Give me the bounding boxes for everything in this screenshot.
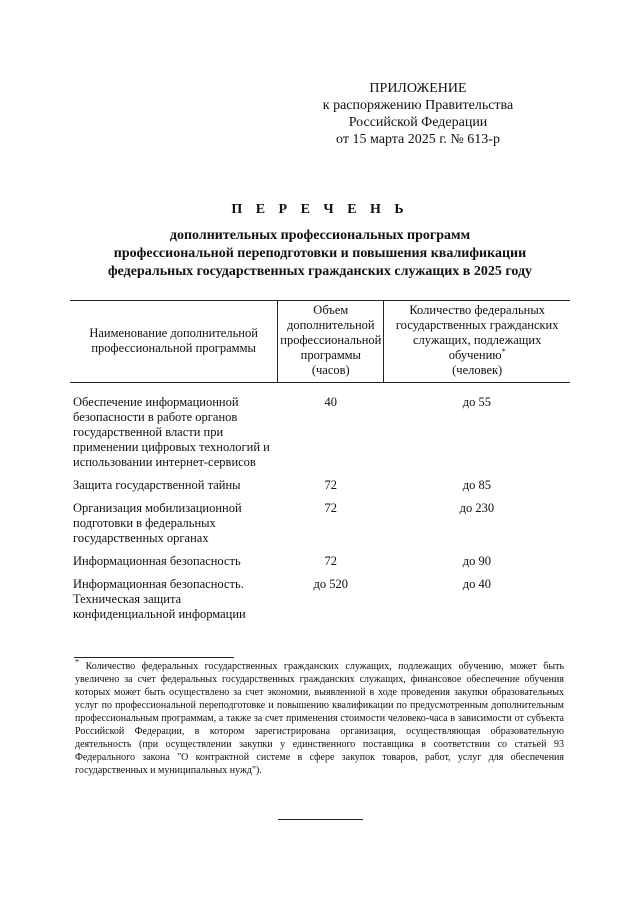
table-row xyxy=(70,577,570,630)
table-row xyxy=(70,554,570,577)
heading-line-3: федеральных государственных гражданских служащих в 2025 году xyxy=(107,264,533,279)
table-row xyxy=(70,478,570,501)
document-title: П Е Р Е Ч Е Н Ь xyxy=(231,202,409,217)
footnote-text: Количество федеральных государственных гражданских служащих, подлежащих обучению, может быть увеличено за счет федеральных государственных гражданских служащих, финансовое обеспечение обучения которых может быть осуществлено за счет экономии, выявленной в ходе проведения закупки образовательных услуг по профессиональной переподготовке и повышению квалификации по предусмотренным дополнительным профессиональным программам, а также за счет применения стоимости человеко-часа в зависимости от субъекта Российской Федерации, в котором зарегистрирована организация, осуществляющая образовательную деятельность (при осуществлении закупки у единственного поставщика в соответствии со статьей 93 Федерального закона "О контрактной системе в сфере закупок товаров, работ, услуг для обеспечения государственных и муниципальных нужд"). xyxy=(75,661,565,776)
header-program-volume: Объем дополнительной профессиональной программы (часов) xyxy=(278,301,384,383)
end-line xyxy=(278,819,363,820)
program-name: Обеспечение информационной безопасности в работе органов государственной власти при применении цифровых технологий и использовании интернет-сервисов xyxy=(73,395,270,469)
table-row xyxy=(70,383,570,479)
program-volume: 40 xyxy=(324,395,338,409)
header-trainee-count xyxy=(384,301,570,383)
header-trainee-count-text: Количество федеральных государственных гражданских служащих, подлежащих обучению xyxy=(395,303,559,362)
footnote-marker: * xyxy=(501,346,506,356)
program-name: Организация мобилизационной подготовки в федеральных государственных органах xyxy=(73,501,242,545)
document-heading xyxy=(60,202,580,281)
footnote-separator xyxy=(74,657,234,658)
header-program-name: Наименование дополнительной профессиональной программы xyxy=(70,301,278,383)
program-volume: до 520 xyxy=(313,577,349,591)
program-name: Информационная безопасность xyxy=(73,554,241,568)
program-name: Информационная безопасность. Техническая защита конфиденциальной информации xyxy=(73,577,246,621)
trainee-count: до 40 xyxy=(462,577,492,591)
programs-table xyxy=(70,300,570,630)
annex-title: ПРИЛОЖЕНИЕ xyxy=(369,81,467,96)
footnote-mark: * xyxy=(75,657,79,667)
trainee-count: до 230 xyxy=(459,501,495,515)
program-volume: 72 xyxy=(324,501,338,515)
annex-line-date: от 15 марта 2025 г. № 613-р xyxy=(336,132,500,147)
program-volume: 72 xyxy=(324,478,338,492)
trainee-count: до 55 xyxy=(462,395,492,409)
program-volume: 72 xyxy=(324,554,338,568)
header-trainee-count-unit: (человек) xyxy=(452,363,503,377)
heading-line-2: профессиональной переподготовки и повышения квалификации xyxy=(113,246,527,261)
annex-block xyxy=(288,80,548,148)
table-header-row xyxy=(70,301,570,383)
annex-line-order: к распоряжению Правительства xyxy=(322,98,514,113)
trainee-count: до 90 xyxy=(462,554,492,568)
program-name: Защита государственной тайны xyxy=(73,478,241,492)
annex-line-country: Российской Федерации xyxy=(348,115,488,130)
table-row xyxy=(70,501,570,554)
trainee-count: до 85 xyxy=(462,478,492,492)
footnote xyxy=(75,657,565,777)
heading-line-1: дополнительных профессиональных программ xyxy=(169,228,471,243)
